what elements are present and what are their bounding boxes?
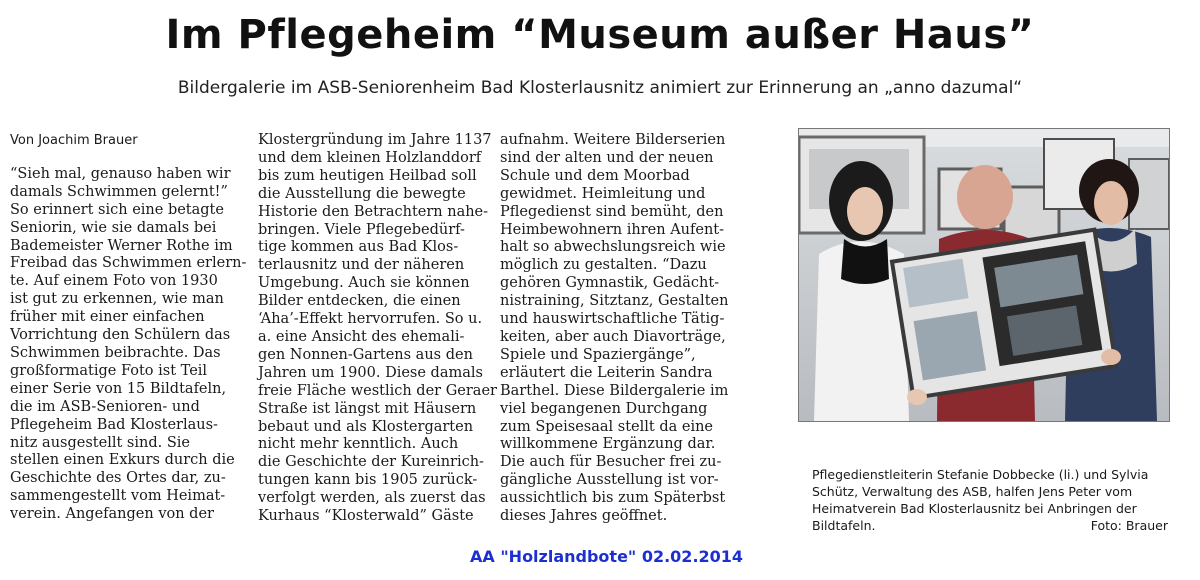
article-line: Straße ist längst mit Häusern bbox=[258, 400, 477, 417]
article-line: Pflegeheim Bad Klosterlaus- bbox=[10, 416, 218, 433]
article-line: terlausnitz und der näheren bbox=[258, 257, 465, 274]
article-line: nistraining, Sitztanz, Gestalten bbox=[500, 293, 729, 310]
caption-line: Schütz, Verwaltung des ASB, halfen Jens Peter vom bbox=[812, 484, 1133, 499]
column-3-text bbox=[500, 132, 728, 526]
byline: Von Joachim Brauer bbox=[10, 133, 138, 148]
article-line: bebaut und als Klostergarten bbox=[258, 418, 474, 435]
article-line: Bademeister Werner Rothe im bbox=[10, 237, 233, 254]
subheadline: Bildergalerie im ASB-Seniorenheim Bad Klosterlausnitz animiert zur Erinnerung an „anno dazumal“ bbox=[177, 78, 1023, 98]
article-line: die Ausstellung die bewegte bbox=[258, 185, 466, 202]
article-line: damals Schwimmen gelernt!” bbox=[10, 183, 228, 200]
article-line: einer Serie von 15 Bildtafeln, bbox=[10, 380, 227, 397]
article-line: Heimbewohnern ihren Aufent- bbox=[500, 221, 725, 238]
article-line: und dem kleinen Holzlanddorf bbox=[258, 149, 482, 166]
article-line: gewidmet. Heimleitung und bbox=[500, 185, 706, 202]
article-line: Geschichte des Ortes dar, zu- bbox=[10, 470, 226, 487]
article-line: Freibad das Schwimmen erlern- bbox=[10, 255, 247, 272]
article-column-2 bbox=[258, 132, 497, 526]
article-line: früher mit einer einfachen bbox=[10, 309, 205, 326]
article-line: Historie den Betrachtern nahe- bbox=[258, 203, 489, 220]
article-line: Pflegedienst sind bemüht, den bbox=[500, 203, 724, 220]
article-line: ‘Aha’-Effekt hervorrufen. So u. bbox=[258, 311, 483, 328]
article-photo bbox=[798, 128, 1170, 422]
caption-line: Heimatverein Bad Klosterlausnitz bei Anbringen der bbox=[812, 501, 1137, 516]
article-line: die Geschichte der Kureinrich- bbox=[258, 454, 484, 471]
article-line: zum Speisesaal stellt da eine bbox=[500, 418, 714, 435]
article-line: Bilder entdecken, die einen bbox=[258, 293, 461, 310]
article-line: Schule und dem Moorbad bbox=[500, 167, 690, 184]
article-line: aussichtlich bis zum Späterbst bbox=[500, 490, 726, 507]
article-line: und hauswirtschaftliche Tätig- bbox=[500, 311, 725, 328]
article-line: gängliche Ausstellung ist vor- bbox=[500, 472, 719, 489]
source-line: AA "Holzlandbote" 02.02.2014 bbox=[470, 547, 744, 566]
headline: Im Pflegeheim “Museum außer Haus” bbox=[165, 12, 1035, 58]
photo-credit: Foto: Brauer bbox=[1090, 518, 1168, 533]
article-line: verfolgt werden, als zuerst das bbox=[258, 490, 486, 507]
article-column-3 bbox=[500, 132, 728, 526]
article-line: Seniorin, wie sie damals bei bbox=[10, 219, 217, 236]
article-line: verein. Angefangen von der bbox=[10, 506, 214, 523]
article-line: te. Auf einem Foto von 1930 bbox=[10, 273, 218, 290]
article-line: keiten, aber auch Diavorträge, bbox=[500, 328, 726, 345]
article-line: a. eine Ansicht des ehemali- bbox=[258, 328, 465, 345]
article-line: tungen kann bis 1905 zurück- bbox=[258, 472, 478, 489]
article-line: sind der alten und der neuen bbox=[500, 149, 714, 166]
article-line: nicht mehr kenntlich. Auch bbox=[258, 436, 459, 453]
article-line: tige kommen aus Bad Klos- bbox=[258, 239, 459, 256]
article-line: “Sieh mal, genauso haben wir bbox=[10, 165, 231, 182]
article-line: Umgebung. Auch sie können bbox=[258, 275, 470, 292]
article-line: nitz ausgestellt sind. Sie bbox=[10, 434, 190, 451]
caption-line: Bildtafeln. bbox=[812, 518, 876, 533]
article-line: stellen einen Exkurs durch die bbox=[10, 452, 235, 469]
article-line: aufnahm. Weitere Bilderserien bbox=[500, 132, 726, 148]
article-line: Jahren um 1900. Diese damals bbox=[258, 364, 483, 381]
article-line: halt so abwechslungsreich wie bbox=[500, 239, 726, 256]
article-line: dieses Jahres geöffnet. bbox=[500, 508, 668, 525]
article-line: willkommene Ergänzung dar. bbox=[500, 436, 716, 453]
article-line: Vorrichtung den Schülern das bbox=[10, 327, 231, 344]
caption-line: Pflegedienstleiterin Stefanie Dobbecke (li.) und Sylvia bbox=[812, 467, 1149, 482]
article-column-1 bbox=[10, 132, 246, 524]
article-line: gehören Gymnastik, Gedächt- bbox=[500, 275, 720, 292]
article-line: bis zum heutigen Heilbad soll bbox=[258, 167, 477, 184]
article-line: So erinnert sich eine betagte bbox=[10, 201, 224, 218]
article-line: gen Nonnen-Gartens aus den bbox=[258, 346, 473, 363]
article-line: ist gut zu erkennen, wie man bbox=[10, 291, 224, 308]
article-line: Die auch für Besucher frei zu- bbox=[500, 454, 722, 471]
photo-illustration bbox=[799, 129, 1169, 421]
article-line: freie Fläche westlich der Geraer bbox=[258, 382, 497, 399]
article-line: sammengestellt vom Heimat- bbox=[10, 488, 226, 505]
article-line: Barthel. Diese Bildergalerie im bbox=[500, 382, 729, 399]
article-line: bringen. Viele Pflegebedürf- bbox=[258, 221, 465, 238]
article-line: Schwimmen beibrachte. Das bbox=[10, 344, 221, 361]
column-2-text bbox=[258, 132, 497, 526]
article-line: großformatige Foto ist Teil bbox=[10, 362, 208, 379]
article-line: viel begangenen Durchgang bbox=[500, 400, 708, 417]
article-line: die im ASB-Senioren- und bbox=[10, 398, 200, 415]
column-1-text bbox=[10, 166, 246, 524]
article-line: Spiele und Spaziergänge”, bbox=[500, 346, 696, 363]
photo-caption bbox=[812, 466, 1168, 534]
article-line: Klostergründung im Jahre 1137 bbox=[258, 132, 492, 148]
article-line: möglich zu gestalten. “Dazu bbox=[500, 257, 707, 274]
article-line: Kurhaus “Klosterwald” Gäste bbox=[258, 508, 474, 525]
article-line: erläutert die Leiterin Sandra bbox=[500, 364, 713, 381]
